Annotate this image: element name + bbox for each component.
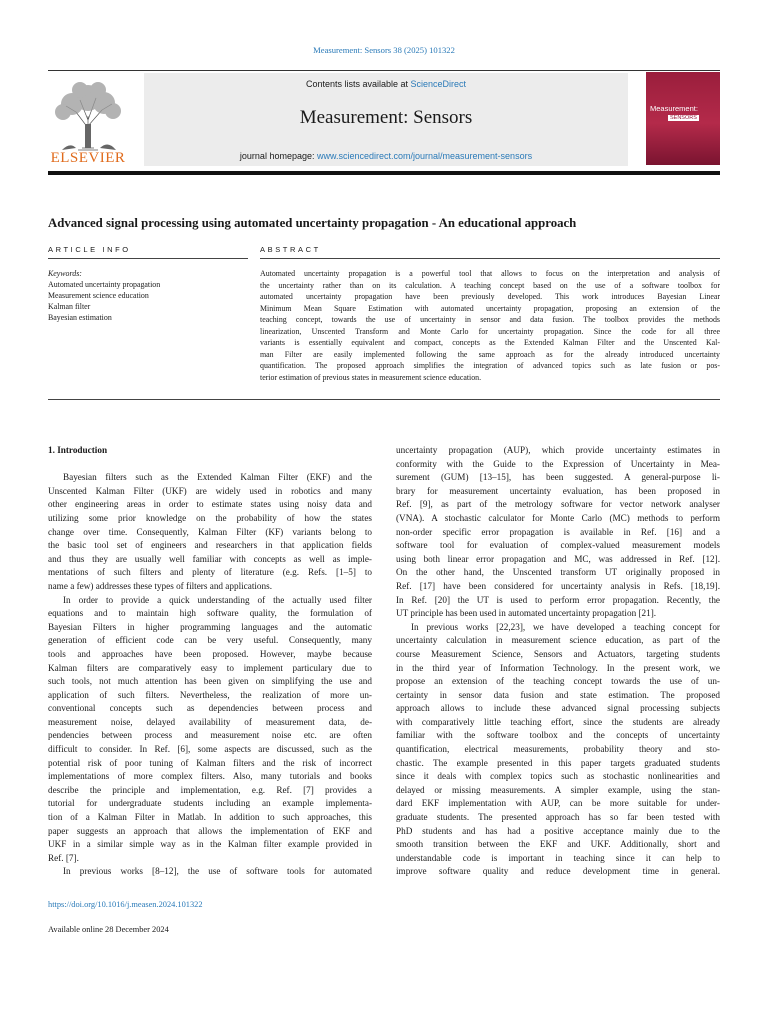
body-line: and thus they are usually well familiar with concepts as well as imple- [48,553,372,564]
body-line: In Ref. [20] the UT is used to perform error propagation. Recently, the [396,594,720,605]
body-line: with comparatively little teaching effort, since the students are already [396,716,720,727]
article-title: Advanced signal processing using automated uncertainty propagation - An educational approach [48,216,577,230]
abstract-line: quantification. The proposed approach simplifies the integration of advanced topics such as late fusion or pos- [260,361,720,370]
body-line: describe the principle and implementation, e.g. Ref. [7] provides a [48,784,372,795]
body-line: Ref. [17] have been considered for uncertainty analysis in Refs. [18,19]. [396,580,720,591]
body-line: difficult to consider. In Ref. [6], some aspects are discussed, such as the [48,744,372,755]
body-line: propose an extension of the teaching concept towards the use of un- [396,676,720,687]
body-line: mentations of such filters and plenty of literature (e.g. Refs. [1–5] to [48,567,372,578]
body-line: Bayesian filters such as the Extended Kalman Filter (EKF) and the [63,472,372,483]
article-info-rule [48,258,248,259]
homepage-prefix: journal homepage: [239,151,317,161]
body-line: application of such filters. Nevertheless, the realization of more un- [48,689,372,700]
abstract-heading: ABSTRACT [260,245,321,254]
body-line: other engineering areas in order to estimate states using noisy data and [48,499,372,510]
abstract-line: the uncertainty rather than on its calculation. A teaching concept based on the use of a software toolbox for [260,280,720,290]
body-line: measurement noise, delayed availability of measurement data, de- [48,716,372,727]
body-line: surement (GUM) [13–15], has been suggested. A general-purpose li- [396,472,720,483]
body-line: conformity with the Guide to the Expression of Uncertainty in Mea- [396,458,720,469]
body-line: Unscented Kalman Filter (UKF) are widely used in robotics and many [48,485,372,496]
header-bottom-rule [48,171,720,175]
body-line: brary for measurement uncertainty evaluation, has been proposed in [396,485,720,496]
keyword-item: Bayesian estimation [48,313,112,322]
keyword-item: Kalman filter [48,302,91,311]
contents-prefix: Contents lists available at [305,79,411,89]
body-line: tutorial for undergraduate students including an example implementa- [48,798,372,809]
body-line: non-order specific error propagation is available in Ref. [16] and a [396,526,720,537]
available-online: Available online 28 December 2024 [48,925,169,934]
body-line: In previous works [8–12], the use of software tools for automated [63,866,372,877]
body-line: UKF in a similar simple way as in the Kalman filter example provided in [48,839,372,850]
abstract-line: automated uncertainty propagation have been previously developed. This work introduces Bayesian Linear [260,292,720,301]
publisher-wordmark[interactable]: ELSEVIER [50,150,126,166]
body-line: Bayesian Filters in higher programming languages and the automatic [48,621,372,632]
body-line: improve software quality and reduce development time in general. [396,866,720,877]
body-line: familiar with the software toolbox and the concepts of uncertainty [396,730,720,741]
cover-subtitle: SENSORS [670,115,697,121]
body-right-column [396,444,720,879]
journal-citation[interactable]: Measurement: Sensors 38 (2025) 101322 [313,45,455,55]
body-line: approach allows to include these advanced signal processing subjects [396,703,720,714]
body-line: course Measurement Science, Sensors and Actuators, targeting students [396,648,720,659]
body-line: understandable code is important in teaching since it can help to [396,852,720,863]
homepage-link[interactable]: www.sciencedirect.com/journal/measurement-sensors [316,151,533,161]
body-line: PhD students and has had a positive acceptance mainly due to the [396,825,720,836]
abstract-line: Automated uncertainty propagation is a powerful tool that allows to focus on the interpretation and analysis of [260,269,720,278]
sciencedirect-link[interactable]: ScienceDirect [410,79,467,89]
abstract-line: man Filter are easily implemented following the same approach as for the already introduced uncertainty [260,349,720,359]
body-line: uncertainty propagation (AUP), which provide uncertainty estimates in [396,445,720,455]
body-line: delayed or missing measurements. A simpler example, using the stan- [396,784,720,795]
contents-line [144,79,628,89]
abstract-text [260,268,720,383]
body-line: utilizing some prior knowledge on the probability of how the states [48,512,372,523]
abstract-bottom-rule [48,399,720,400]
body-line: UT principle has been used in automated uncertainty propagation [21]. [396,608,657,619]
body-line: change over time. Consequently, Kalman Filter (KF) variants belong to [48,526,372,537]
abstract-line: variants is essentially equivalent and compact, concepts as the Extended Kalman Filter and the Unscented Kal- [260,338,720,347]
journal-name: Measurement: Sensors [299,107,473,128]
body-line: paper suggests an approach that allows the implementation of EKF and [48,825,372,836]
body-line: dard EKF implementation with AUP, can be more suitable for under- [396,798,720,809]
body-line: potential risk of poor tuning of Kalman filters and the risk of incorrect [48,757,372,768]
doi-link[interactable]: https://doi.org/10.1016/j.measen.2024.101322 [48,900,203,909]
cover-title: Measurement: [650,104,698,113]
body-line: smooth transition between the EKF and UKF. Additionally, short and [396,839,720,850]
body-line: software tool for evaluation of complex-valued measurement models [396,540,720,551]
section-heading: 1. Introduction [48,445,108,455]
body-line: Kalman filters are comparatively easy to implement particulary due to [48,662,372,673]
keyword-item: Automated uncertainty propagation [48,280,161,289]
body-line: such tools, not much attention has been given on simplifying the use and [48,676,372,687]
journal-cover-thumbnail[interactable] [646,72,720,165]
body-line: Ref. [9], as part of the metrology software for vector network analyser [396,499,720,510]
body-line: pendencies between process and measurement noise etc. are often [48,730,372,741]
body-line: uncertainty calculation in measurement science education, as part of the [396,635,720,646]
body-line: (VNA). A stochastic calculator for Monte Carlo (MC) methods to perform [396,512,720,523]
abstract-line: teaching concept, towards the use of uncertainty in sensor and data fusion. The toolbox provides the methods [260,315,720,324]
body-line: using both linear error propagation and MC, was addressed in Ref. [12]. [396,553,720,564]
body-line: chastic. The example presented in this paper targets graduated students [396,757,720,768]
body-line: conventional concepts such as dependencies between process and [48,703,372,714]
body-line: the basic tool set of engineers and researchers in that application fields [48,540,372,551]
body-line: quantification, electrical measurements, probability theory and sto- [396,744,720,755]
section-spacer [48,458,372,472]
body-line: In previous works [22,23], we have developed a teaching concept for [411,621,720,632]
body-line: Ref. [7]. [48,852,79,863]
abstract-rule [260,258,720,259]
body-line: generation of efficient code can be very useful. Consequently, many [48,635,372,646]
body-line: certainty in sensor data fusion and state estimation. The proposed [396,689,720,700]
body-line: since it deals with complex topics such as stochastic nonlinearities and [396,771,720,782]
keywords-label: Keywords: [48,269,82,278]
abstract-line: terior estimation of previous states in measurement science education. [260,372,482,382]
keywords-block [48,268,248,323]
body-line: name a few) addresses these types of filters and applications. [48,580,272,591]
keyword-item: Measurement science education [48,291,149,300]
homepage-line [144,151,628,161]
body-line: implementations of more complex filters. Also, many tutorials and books [48,771,372,782]
body-line: tion of a Kalman Filter in Matlab. In addition to such approaches, this [48,812,372,823]
body-line: In order to provide a quick understanding of the actually used filter [63,594,372,605]
body-left-column [48,444,372,879]
abstract-line: linearization, Unscented Transform and Monte Carlo for uncertainty propagation. Since the code for all three [260,326,720,336]
abstract-line: Minimum Mean Square Estimation with automated uncertainty propagation, proposing an extension of the [260,303,720,313]
body-line: On the other hand, the Unscented transform UT originally proposed in [396,567,720,578]
body-line: equations and to maintain high software quality, the formulation of [48,608,372,619]
body-line: tools and approaches have been proposed. However, maybe because [48,648,372,659]
article-info-heading: ARTICLE INFO [48,245,131,254]
header-top-rule [48,70,720,71]
body-line: graduate students. The presented approach has so far been tested with [396,812,720,823]
body-line: in the third year of Information Technology. In the present work, we [396,662,720,673]
